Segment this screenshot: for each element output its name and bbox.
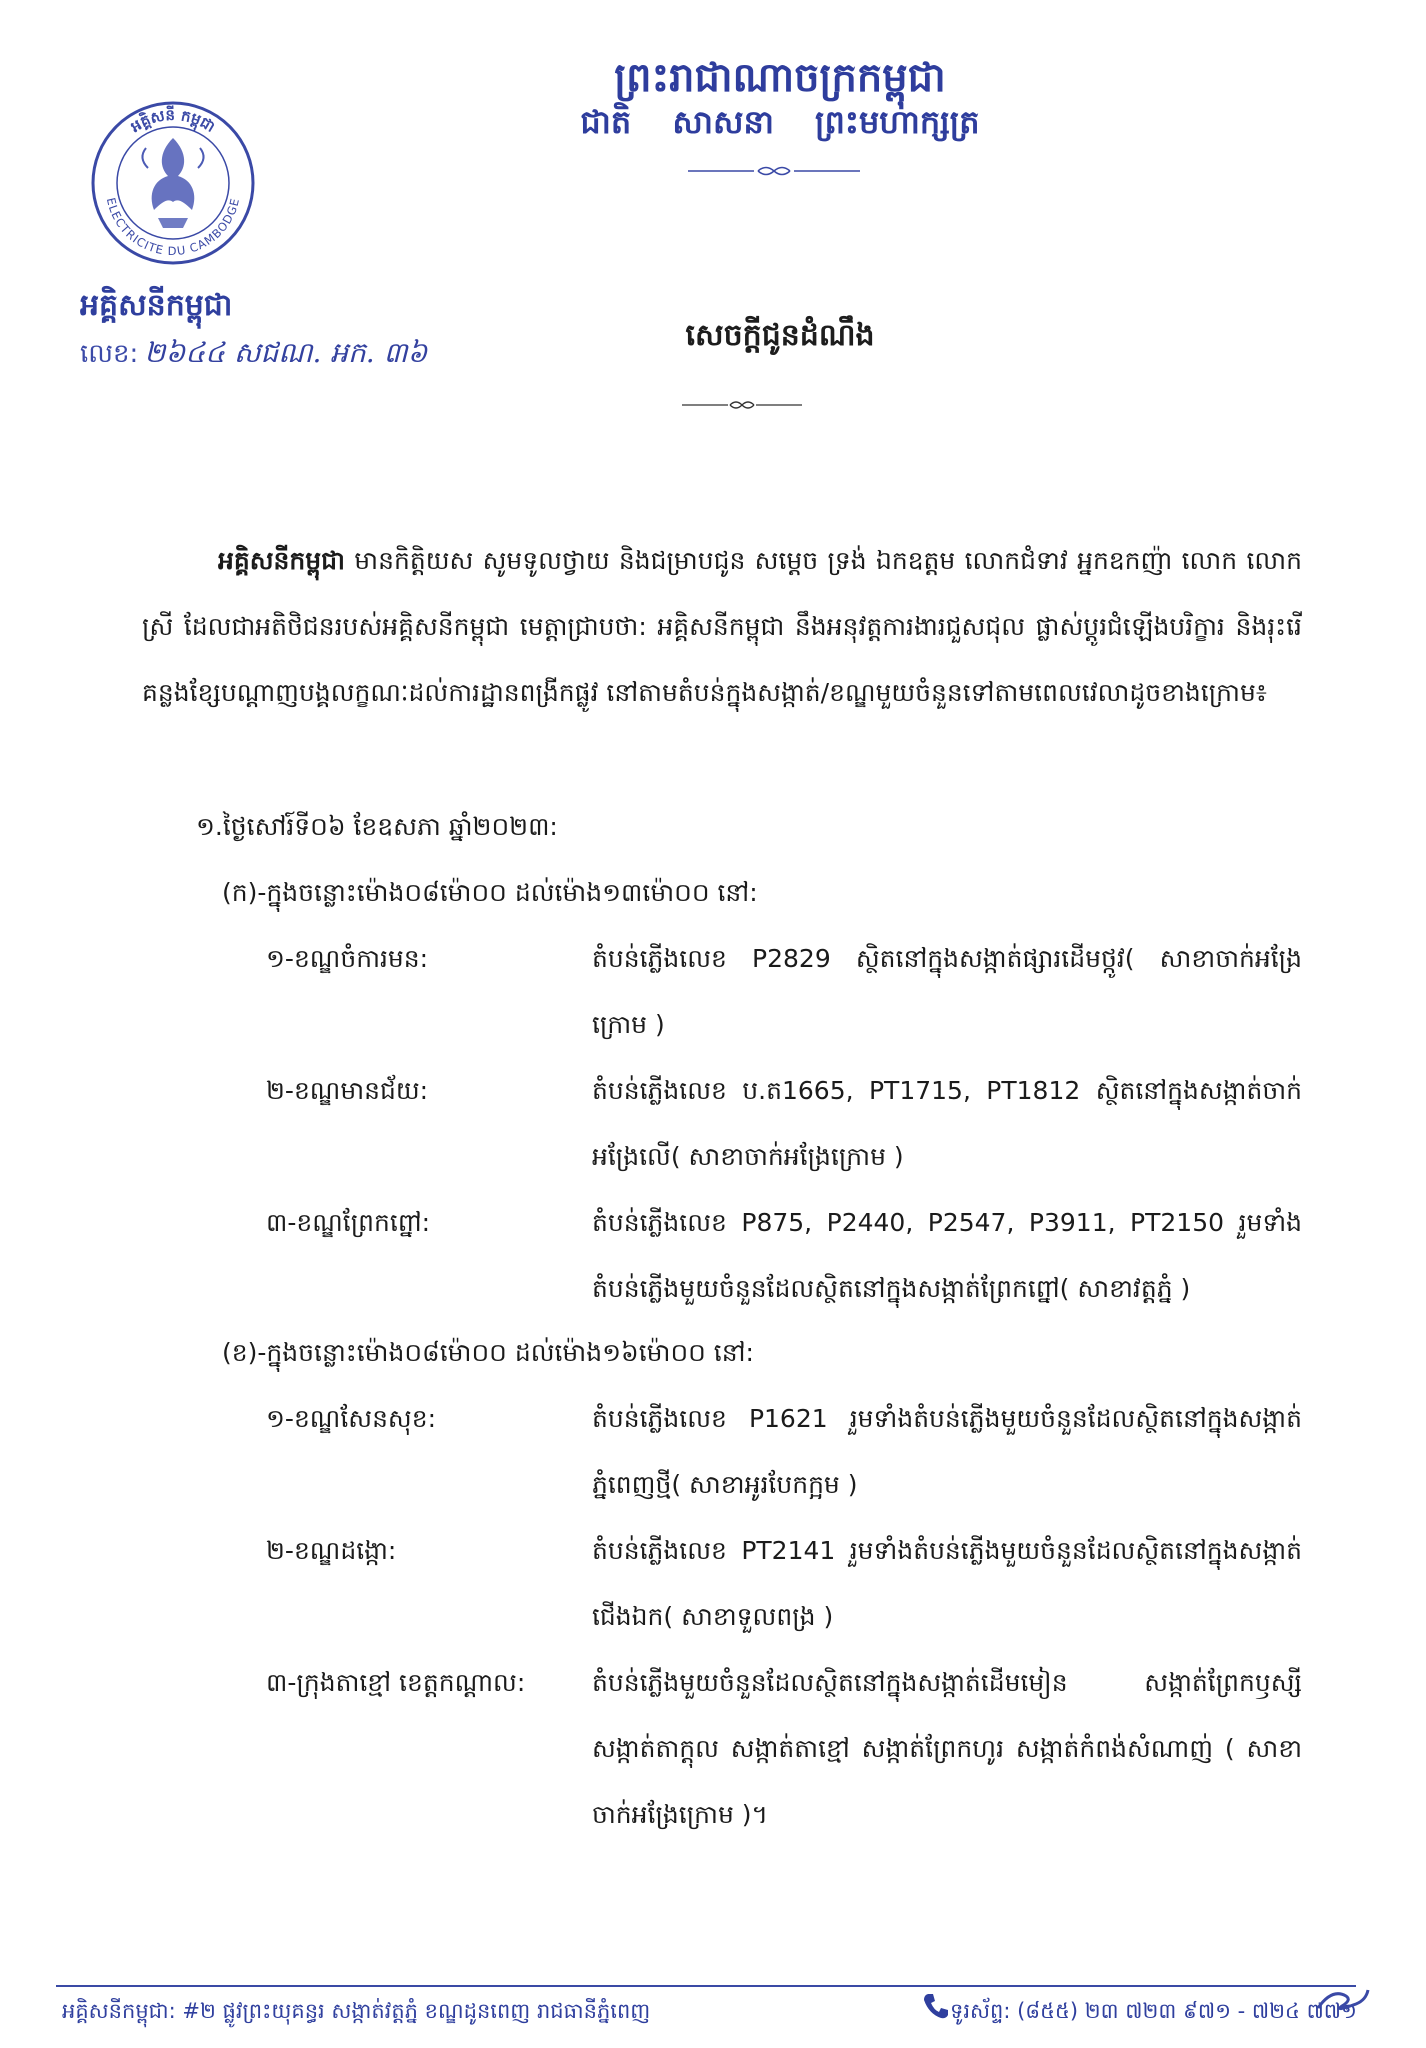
document-title: សេចក្តីជូនដំណឹង (685, 318, 875, 353)
svg-text:អគ្គិសនី កម្ពុជា: អគ្គិសនី កម្ពុជា (127, 105, 219, 136)
section-b-item-1-label: ១-ខណ្ឌសែនសុខ: (266, 1404, 437, 1433)
reference-label: លេខ: (80, 339, 139, 369)
reference-value: ២៦៤៤ សជណ. អក. ៣៦ (144, 336, 428, 369)
section-b-item-2-desc: តំបន់ភ្លើងលេខ PT2141 រួមទាំងតំបន់ភ្លើងមួយចំនួនដែលស្ថិតនៅក្នុងសង្កាត់ជើងឯក( សាខាទួលពង្រ ) (592, 1536, 1302, 1631)
section-b-item-2-label: ២-ខណ្ឌដង្កោ: (266, 1536, 397, 1565)
title-ornament-icon (682, 398, 802, 412)
handwritten-mark-icon (1312, 1982, 1372, 2018)
seal-emblem-icon (88, 98, 258, 268)
reference-number (80, 335, 427, 376)
footer-phone: ទូរស័ព្ទ: (៨៥៥) ២៣ ៧២៣ ៩៧១ - ៧២៤ ៧៧១ (950, 1999, 1357, 2023)
section-a-item-3-label: ៣-ខណ្ឌព្រែកព្នៅ: (266, 1208, 431, 1237)
section-a-item-3-desc: តំបន់ភ្លើងលេខ P875, P2440, P2547, P3911, PT2150 រួមទាំងតំបន់ភ្លើងមួយចំនួនដែលស្ថិតនៅក្នុងសង្កាត់ព្រែកព្នៅ( សាខាវត្តភ្នំ ) (592, 1208, 1302, 1303)
ornament-divider-icon (688, 163, 860, 179)
section-a-heading: (ក)-ក្នុងចន្លោះម៉ោង០៨ម៉ោ០០ ដល់ម៉ោង១៣ម៉ោ០០ នៅ: (222, 878, 758, 907)
organization-name: អគ្គិសនីកម្ពុជា (80, 288, 233, 323)
intro-text: មានកិត្តិយស សូមទូលថ្វាយ និងជម្រាបជូន សម្តេច ទ្រង់ ឯកឧត្តម លោកជំទាវ អ្នកឧកញ៉ា លោក លោកស្រី ដែលជាអតិថិជនរបស់អគ្គិសនីកម្ពុជា មេត្តាជ្រាបថា: អគ្គិសនីកម្ពុជា នឹងអនុវត្តការងារជួសជុល ផ្លាស់ប្តូរជំឡើងបរិក្ខារ និងរុះរើគន្លងខ្សែបណ្តាញបង្គលក្ខណៈដល់ការដ្ឋានពង្រីកផ្លូវ នៅតាមតំបន់ក្នុងសង្កាត់/ខណ្ឌមួយចំនួនទៅតាមពេលវេលាដូចខាងក្រោម៖ (142, 546, 1302, 707)
date-line: ១.ថ្ងៃសៅរ៍ទី០៦ ខែឧសភា ឆ្នាំ២០២៣: (196, 812, 558, 841)
section-a-item-2-desc: តំបន់ភ្លើងលេខ ប.ត1665, PT1715, PT1812 ស្ថិតនៅក្នុងសង្កាត់ចាក់អង្រែលើ( សាខាចាក់អង្រែក្រោម ) (592, 1076, 1302, 1171)
intro-paragraph (142, 528, 1302, 726)
section-a-item-1-label: ១-ខណ្ឌចំការមន: (266, 944, 429, 973)
kingdom-title: ព្រះរាជាណាចក្រកម្ពុជា (614, 55, 946, 101)
section-b-heading: (ខ)-ក្នុងចន្លោះម៉ោង០៨ម៉ោ០០ ដល់ម៉ោង១៦ម៉ោ០០ នៅ: (222, 1338, 754, 1367)
svg-text:ELECTRICITE DU CAMBODGE: ELECTRICITE DU CAMBODGE (103, 196, 243, 259)
section-b-item-3-desc: តំបន់ភ្លើងមួយចំនួនដែលស្ថិតនៅក្នុងសង្កាត់ដើមមៀន សង្កាត់ព្រែកឫស្សី សង្កាត់តាក្តុល សង្កាត់តាខ្មៅ សង្កាត់ព្រែកហូរ សង្កាត់កំពង់សំណាញ់ ( សាខាចាក់អង្រែក្រោម )។ (592, 1668, 1302, 1829)
footer-address: អគ្គិសនីកម្ពុជា: #២ ផ្លូវព្រះយុគន្ធរ សង្កាត់វត្តភ្នំ ខណ្ឌដូនពេញ រាជធានីភ្នំពេញ (62, 1999, 651, 2023)
section-b-item-1-desc: តំបន់ភ្លើងលេខ P1621 រួមទាំងតំបន់ភ្លើងមួយចំនួនដែលស្ថិតនៅក្នុងសង្កាត់ភ្នំពេញថ្មី( សាខាអូរបែកក្អម ) (592, 1404, 1302, 1499)
footer-rule (56, 1985, 1356, 1987)
section-b-item-3-label: ៣-ក្រុងតាខ្មៅ ខេត្តកណ្តាល: (266, 1668, 526, 1697)
section-a-item-2-label: ២-ខណ្ឌមានជ័យ: (266, 1076, 429, 1105)
section-a-item-1-desc: តំបន់ភ្លើងលេខ P2829 ស្ថិតនៅក្នុងសង្កាត់ផ្សារដើមថ្កូវ( សាខាចាក់អង្រែក្រោម ) (592, 944, 1302, 1039)
intro-lead: អគ្គិសនីកម្ពុជា (218, 546, 345, 575)
phone-icon (920, 1990, 952, 2022)
national-motto: ជាតិ សាសនា ព្រះមហាក្សត្រ (580, 103, 980, 141)
